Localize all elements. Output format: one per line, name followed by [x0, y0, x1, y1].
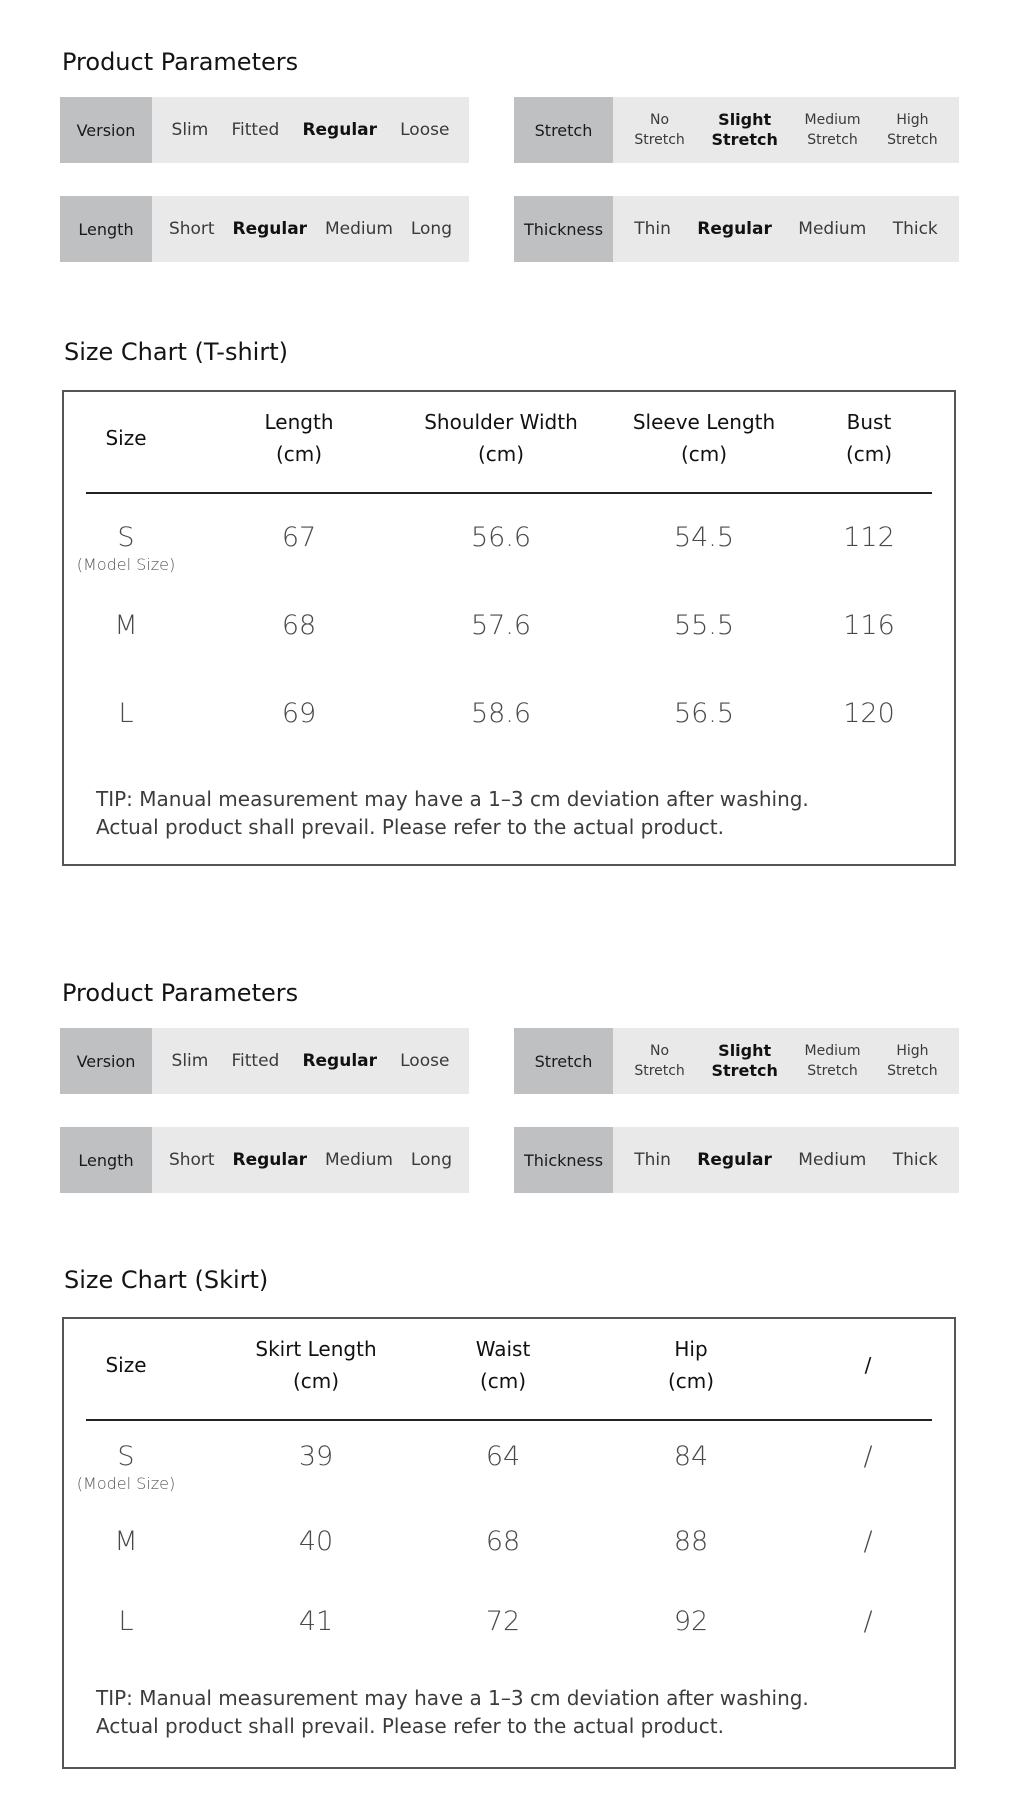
param-options [152, 97, 469, 163]
value-cell: 72 [485, 1606, 521, 1637]
param-thickness [514, 1127, 959, 1193]
param-options [613, 1127, 959, 1193]
param-option: Medium [798, 219, 867, 239]
param-label: Thickness [514, 196, 613, 262]
param-option: Fitted [231, 120, 280, 140]
value-cell: 39 [298, 1441, 334, 1472]
column-header: Hip (cm) [667, 1337, 715, 1393]
param-option-selected: Regular [697, 219, 772, 239]
size-label: M [114, 1526, 138, 1557]
size-label: S [117, 1441, 135, 1472]
param-option: No Stretch [634, 112, 685, 148]
param-stretch [514, 97, 959, 163]
value-cell: 69 [281, 698, 317, 729]
value-cell: / [863, 1441, 873, 1472]
param-option-selected: Regular [232, 1150, 308, 1170]
size-cell [77, 522, 175, 574]
size-label: S [117, 522, 135, 553]
param-stretch [514, 1028, 959, 1094]
param-options [613, 1028, 959, 1094]
param-option: Loose [400, 120, 450, 140]
size-chart-title: Size Chart (Skirt) [64, 1266, 269, 1294]
column-header: Sleeve Length (cm) [632, 410, 776, 466]
value-cell: 64 [485, 1441, 521, 1472]
value-cell: 41 [298, 1606, 334, 1637]
param-option: Medium Stretch [804, 112, 861, 148]
param-thickness [514, 196, 959, 262]
param-length [60, 1127, 469, 1193]
size-table [62, 1317, 956, 1769]
value-cell: / [863, 1606, 873, 1637]
param-option: Loose [400, 1051, 450, 1071]
table-header [86, 392, 932, 494]
param-version [60, 1028, 469, 1094]
value-cell: 40 [298, 1526, 334, 1557]
params-title: Product Parameters [62, 979, 299, 1007]
size-cell [114, 610, 137, 641]
size-table [62, 390, 956, 866]
param-option: Thick [892, 219, 938, 239]
param-option-selected: Regular [232, 219, 308, 239]
column-header: Skirt Length (cm) [255, 1337, 377, 1393]
param-option: Medium [324, 219, 393, 239]
size-cell [77, 1441, 175, 1493]
value-cell: 67 [281, 522, 317, 553]
param-label: Stretch [514, 1028, 613, 1094]
param-option-selected: Regular [302, 120, 378, 140]
tip-note: TIP: Manual measurement may have a 1–3 cm deviation after washing. Actual product shall prevail. Please refer to the actual product. [96, 787, 809, 839]
param-option: No Stretch [634, 1043, 685, 1079]
column-header: Waist (cm) [475, 1337, 531, 1393]
param-options [152, 1028, 469, 1094]
value-cell: 88 [673, 1526, 709, 1557]
value-cell: 68 [485, 1526, 521, 1557]
value-cell: 116 [843, 610, 895, 641]
size-label: L [118, 698, 134, 729]
param-option: Thick [892, 1150, 938, 1170]
value-cell: 55.5 [673, 610, 735, 641]
param-option: Short [168, 1150, 215, 1170]
model-size-note: (Model Size) [76, 555, 176, 574]
size-label: L [118, 1606, 134, 1637]
value-cell: 56.6 [470, 522, 532, 553]
size-chart-title: Size Chart (T-shirt) [64, 338, 288, 366]
param-option-selected: Regular [697, 1150, 772, 1170]
value-cell: 54.5 [673, 522, 735, 553]
param-option: Medium [798, 1150, 867, 1170]
model-size-note: (Model Size) [76, 1474, 176, 1493]
size-cell [118, 698, 133, 729]
value-cell: 112 [843, 522, 895, 553]
column-header: Bust (cm) [845, 410, 893, 466]
value-cell: / [863, 1526, 873, 1557]
size-cell [114, 1526, 137, 1557]
param-options [152, 196, 469, 262]
column-header: Size [105, 426, 147, 450]
size-label: M [114, 610, 138, 641]
column-header: Shoulder Width (cm) [424, 410, 578, 466]
param-option: Medium [324, 1150, 393, 1170]
param-option-selected: Regular [302, 1051, 378, 1071]
param-label: Stretch [514, 97, 613, 163]
param-option: Slim [171, 1051, 209, 1071]
table-header [86, 1319, 932, 1421]
size-cell [118, 1606, 133, 1637]
param-option: Long [410, 219, 452, 239]
value-cell: 84 [673, 1441, 709, 1472]
param-option: High Stretch [887, 112, 938, 148]
param-option: High Stretch [887, 1043, 938, 1079]
params-title: Product Parameters [62, 48, 299, 76]
param-options [613, 196, 959, 262]
column-header: Length (cm) [264, 410, 334, 466]
value-cell: 58.6 [470, 698, 532, 729]
param-option: Slim [171, 120, 209, 140]
param-label: Version [60, 97, 152, 163]
value-cell: 57.6 [470, 610, 532, 641]
param-version [60, 97, 469, 163]
param-option: Medium Stretch [804, 1043, 861, 1079]
param-option: Long [410, 1150, 452, 1170]
param-option: Thin [634, 1150, 671, 1170]
param-option-selected: Slight Stretch [711, 1041, 778, 1080]
value-cell: 92 [673, 1606, 709, 1637]
param-option: Fitted [231, 1051, 280, 1071]
param-label: Thickness [514, 1127, 613, 1193]
value-cell: 56.5 [673, 698, 735, 729]
param-option: Thin [634, 219, 671, 239]
tip-note: TIP: Manual measurement may have a 1–3 cm deviation after washing. Actual product shall prevail. Please refer to the actual product. [96, 1686, 809, 1738]
value-cell: 68 [281, 610, 317, 641]
param-options [152, 1127, 469, 1193]
param-label: Length [60, 1127, 152, 1193]
param-option-selected: Slight Stretch [711, 110, 778, 149]
param-label: Version [60, 1028, 152, 1094]
param-options [613, 97, 959, 163]
param-label: Length [60, 196, 152, 262]
column-header: / [864, 1353, 872, 1377]
param-length [60, 196, 469, 262]
param-option: Short [168, 219, 215, 239]
column-header: Size [105, 1353, 147, 1377]
value-cell: 120 [843, 698, 895, 729]
